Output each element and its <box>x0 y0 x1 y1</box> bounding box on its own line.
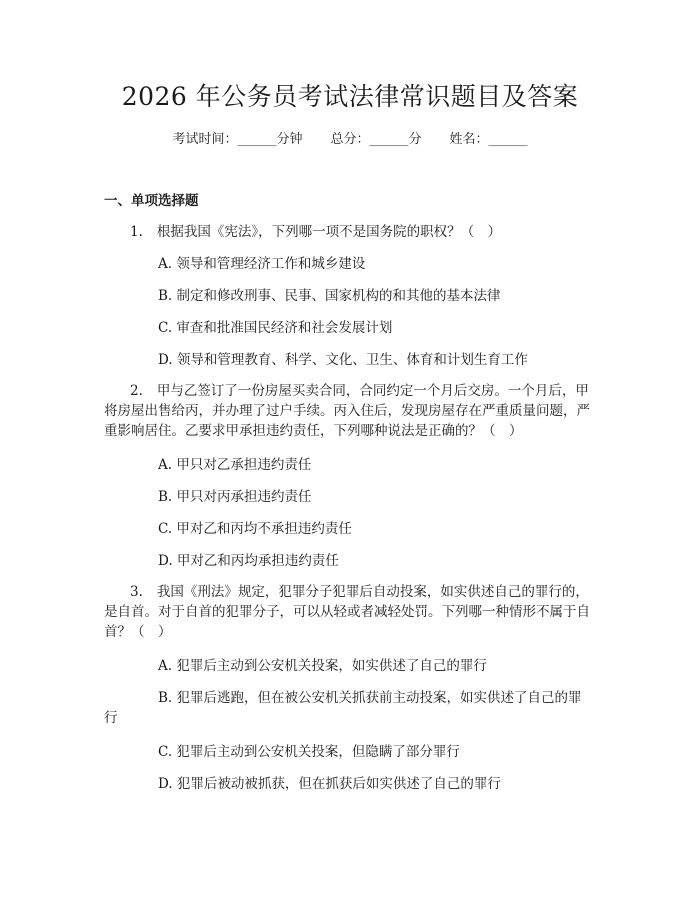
question-2-line-1: 甲与乙签订了一份房屋买卖合同，合同约定一个月后交房。一个月后，甲 <box>156 383 589 399</box>
question-1-option-c: C. 审查和批准国民经济和社会发展计划 <box>158 320 393 336</box>
name-label: 姓名： <box>449 132 489 147</box>
question-1-option-a: A. 领导和管理经济工作和城乡建设 <box>158 256 366 272</box>
question-2-number: 2. <box>130 383 143 399</box>
section-heading: 一、单项选择题 <box>104 193 199 209</box>
name-blank: ______ <box>488 132 528 147</box>
time-label: 考试时间： <box>172 132 238 147</box>
question-3-option-c: C. 犯罪后主动到公安机关投案，但隐瞒了部分罪行 <box>158 744 460 760</box>
question-2-option-c: C. 甲对乙和丙均不承担违约责任 <box>158 521 352 537</box>
question-3-line-1: 我国《刑法》规定，犯罪分子犯罪后自动投案，如实供述自己的罪行的， <box>156 584 589 600</box>
document-title: 2026 年公务员考试法律常识题目及答案 <box>121 82 579 111</box>
question-1-line-1: 根据我国《宪法》，下列哪一项不是国务院的职权？（ ） <box>156 224 502 240</box>
question-3-option-a: A. 犯罪后主动到公安机关投案，如实供述了自己的罪行 <box>158 658 487 674</box>
question-1-option-d: D. 领导和管理教育、科学、文化、卫生、体育和计划生育工作 <box>158 352 528 368</box>
question-1-option-b: B. 制定和修改刑事、民事、国家机构的和其他的基本法律 <box>158 288 501 304</box>
time-unit: 分钟 <box>276 132 303 147</box>
question-2-option-b: B. 甲只对丙承担违约责任 <box>158 489 312 505</box>
question-2-option-a: A. 甲只对乙承担违约责任 <box>158 457 312 473</box>
score-label: 总分： <box>330 132 370 147</box>
question-2-line-3: 重影响居住。乙要求甲承担违约责任，下列哪种说法是正确的？（ ） <box>104 423 523 439</box>
exam-info-line <box>0 131 700 149</box>
question-3-number: 3. <box>130 584 143 600</box>
question-1-stem <box>104 218 598 246</box>
time-blank: ______ <box>237 132 277 147</box>
question-3-option-d: D. 犯罪后被动被抓获，但在抓获后如实供述了自己的罪行 <box>158 776 501 792</box>
question-3-line-2: 是自首。对于自首的犯罪分子，可以从轻或者减轻处罚。下列哪一种情形不属于自 <box>104 604 590 620</box>
question-3-line-3: 首？（ ） <box>104 624 172 640</box>
score-unit: 分 <box>408 132 422 147</box>
score-blank: ______ <box>369 132 409 147</box>
question-3-option-b: B. 犯罪后逃跑，但在被公安机关抓获前主动投案，如实供述了自己的罪 <box>158 690 582 706</box>
question-1-number: 1. <box>130 224 143 240</box>
question-2-option-d: D. 甲对乙和丙均承担违约责任 <box>158 553 339 569</box>
question-3-option-b-wrap: 行 <box>104 710 118 726</box>
question-2-line-2: 将房屋出售给丙，并办理了过户手续。丙入住后，发现房屋存在严重质量问题，严 <box>104 403 590 419</box>
